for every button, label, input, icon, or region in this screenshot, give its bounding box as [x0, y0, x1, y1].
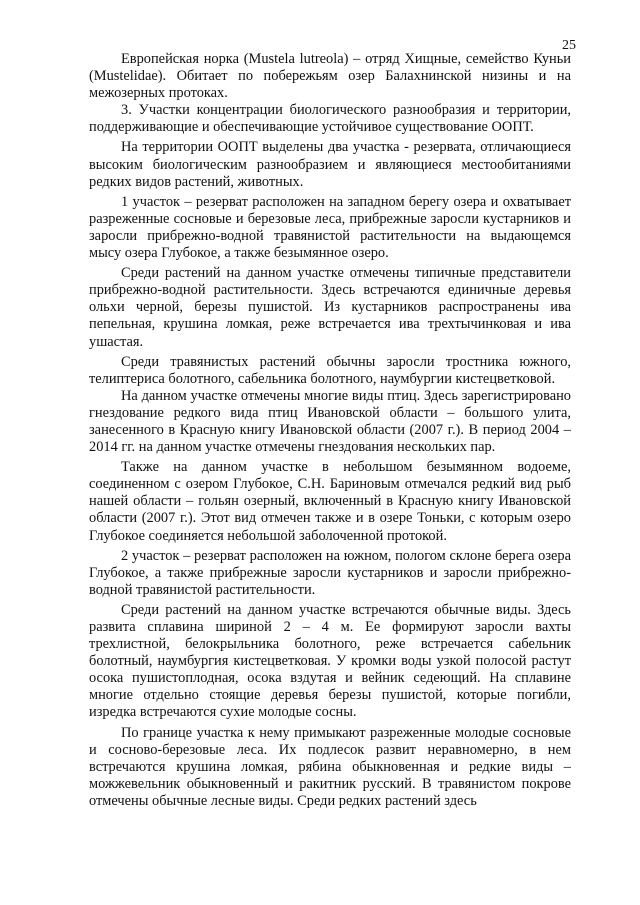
- paragraph-site-1-fish: Также на данном участке в небольшом безымянном водоеме, соединенном с озером Глубокое, С.Н. Бариновым отмечался редкий вид рыб нашей области – гольян озерный, включенный в Красную книгу Ивановской области (2007 г.). Этот вид отмечен также и в озере Тоньки, с которым озеро Глубокое соединяется небольшой заболоченной протокой.: [89, 459, 571, 544]
- paragraph-site-1-plants: Среди растений на данном участке отмечены типичные представители прибрежно-водной растительности. Здесь встречаются единичные деревья ольхи черной, березы пушистой. Из кустарников распространены ива пепельная, крушина ломкая, реже встречается ива трехтычинковая и ива ушастая.: [89, 265, 571, 350]
- paragraph-site-1-birds: На данном участке отмечены многие виды птиц. Здесь зарегистрировано гнездование редкого вида птиц Ивановской области – большого улита, занесенного в Красную книгу Ивановской области (2007 г.). В период 2004 – 2014 гг. на данном участке отмечены гнездования нескольких пар.: [89, 387, 571, 456]
- body-text: [89, 51, 571, 810]
- paragraph-site-2: 2 участок – резерват расположен на южном, пологом склоне берега озера Глубокое, а также прибрежные заросли кустарников и заросли прибрежно-водной травянистой растительности.: [89, 547, 571, 598]
- paragraph-two-reserves: На территории ООПТ выделены два участка - резервата, отличающиеся высоким биологическим разнообразием и являющиеся местообитаниями редких видов растений, животных.: [89, 139, 571, 190]
- paragraph-site-1-herbs: Среди травянистых растений обычны заросли тростника южного, телиптериса болотного, сабельника болотного, наумбургии кистецветковой.: [89, 353, 571, 387]
- paragraph-site-2-border: По границе участка к нему примыкают разреженные молодые сосновые и сосново-березовые леса. Их подлесок развит неравномерно, в нем встречаются крушина ломкая, рябина обыкновенная и редкие виды – можжевельник обыкновенный и ракитник русский. В травянистом покрове отмечены обычные лесные виды. Среди редких растений здесь: [89, 724, 571, 809]
- paragraph-site-2-plants: Среди растений на данном участке встречаются обычные виды. Здесь развита сплавина шириной 2 – 4 м. Ее формируют заросли вахты трехлистной, белокрыльника болотного, реже встречается сабельник болотный, наумбургия кистецветковая. У кромки воды узкой полосой растут осока пушистоплодная, осока вздутая и вейник седеющий. На сплавине многие отдельно стоящие деревья березы пушистой, которые погибли, изредка встречаются сухие молодые сосны.: [89, 601, 571, 721]
- page-number: 25: [562, 38, 576, 53]
- paragraph-section-3-heading: 3. Участки концентрации биологического разнообразия и территории, поддерживающие и обеспечивающие устойчивое существование ООПТ.: [89, 102, 571, 136]
- paragraph-mink: Европейская норка (Mustela lutreola) – отряд Хищные, семейство Куньи (Mustelidae). Обитает по побережьям озер Балахнинской низины и на межозерных протоках.: [89, 51, 571, 102]
- paragraph-site-1: 1 участок – резерват расположен на западном берегу озера и охватывает разреженные сосновые и березовые леса, прибрежные заросли кустарников и заросли прибрежно-водной травянистой растительности на выдающемся мысу озера Глубокое, а также безымянное озеро.: [89, 193, 571, 262]
